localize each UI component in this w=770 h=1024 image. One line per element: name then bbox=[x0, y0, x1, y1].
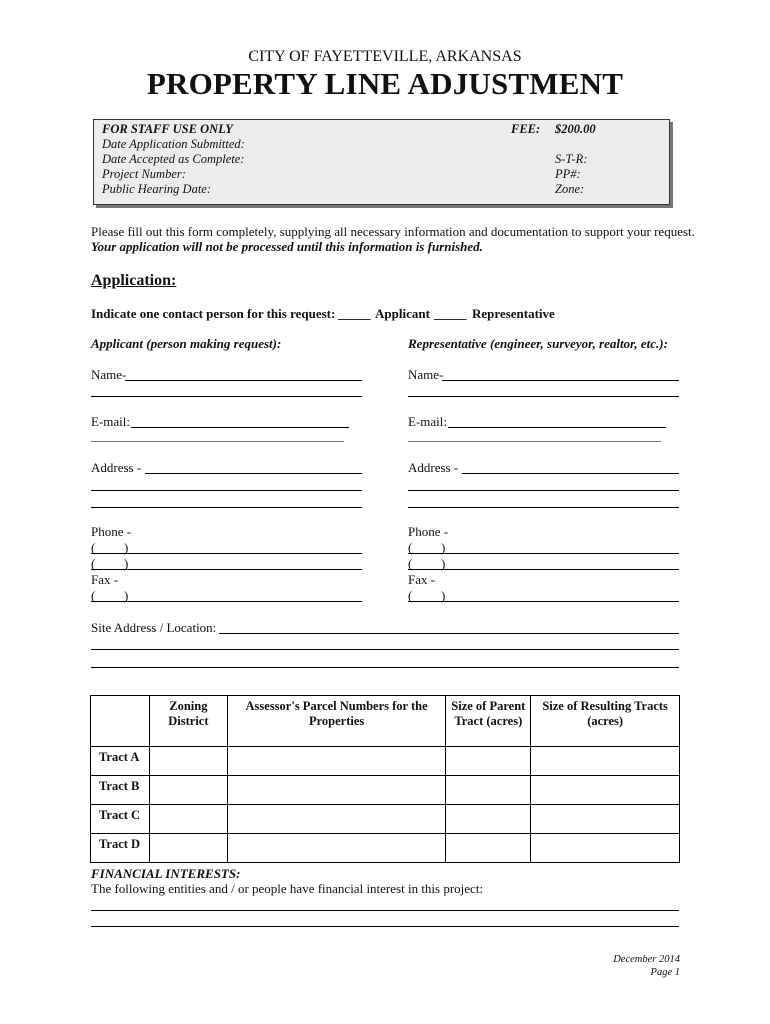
applicant-fax-label: Fax - bbox=[91, 572, 119, 587]
applicant-email-field[interactable] bbox=[131, 427, 349, 428]
rep-name-field[interactable] bbox=[442, 380, 679, 381]
rep-phone-field[interactable] bbox=[408, 553, 679, 554]
applicant-heading: Applicant (person making request): bbox=[91, 336, 282, 351]
applicant-fax-field[interactable] bbox=[91, 601, 362, 602]
staff-field-zone: Zone: bbox=[555, 182, 585, 196]
staff-use-box bbox=[93, 119, 670, 205]
page-title: PROPERTY LINE ADJUSTMENT bbox=[146, 66, 624, 101]
table-cell[interactable] bbox=[149, 805, 227, 834]
applicant-phone-paren-close: ) bbox=[124, 540, 129, 555]
table-cell[interactable] bbox=[531, 805, 680, 834]
tract-table bbox=[90, 695, 680, 863]
financial-text: The following entities and / or people have financial interest in this project: bbox=[91, 881, 484, 896]
table-header-blank bbox=[91, 696, 150, 747]
applicant-email-label: E-mail: bbox=[91, 414, 130, 429]
applicant-blank[interactable]: _____ bbox=[338, 306, 371, 321]
rep-fax-label: Fax - bbox=[408, 572, 436, 587]
site-address-field-2[interactable] bbox=[91, 649, 679, 650]
applicant-name-field-2[interactable] bbox=[91, 396, 362, 397]
financial-field-2[interactable] bbox=[91, 926, 679, 927]
table-cell[interactable] bbox=[227, 834, 446, 863]
table-cell[interactable] bbox=[227, 805, 446, 834]
representative-option: Representative bbox=[472, 306, 555, 321]
applicant-address-label: Address - bbox=[91, 460, 142, 475]
table-header-parent-size: Size of Parent Tract (acres) bbox=[446, 696, 531, 747]
applicant-name-field[interactable] bbox=[125, 380, 362, 381]
rep-phone2-paren-close: ) bbox=[441, 556, 446, 571]
rep-address-label: Address - bbox=[408, 460, 459, 475]
footer-date: December 2014 bbox=[613, 954, 680, 965]
rep-email-field[interactable] bbox=[448, 427, 666, 428]
row-label-tract-c: Tract C bbox=[91, 805, 150, 834]
fee-label: FEE: bbox=[511, 122, 541, 136]
staff-field-hearing-date: Public Hearing Date: bbox=[102, 182, 212, 196]
site-address-label: Site Address / Location: bbox=[91, 620, 217, 635]
table-header-resulting-size: Size of Resulting Tracts (acres) bbox=[531, 696, 680, 747]
table-cell[interactable] bbox=[446, 834, 531, 863]
staff-field-date-accepted: Date Accepted as Complete: bbox=[102, 152, 245, 166]
table-row bbox=[91, 805, 680, 834]
rep-fax-field[interactable] bbox=[408, 601, 679, 602]
site-address-field[interactable] bbox=[219, 633, 679, 634]
table-cell[interactable] bbox=[446, 747, 531, 776]
financial-field[interactable] bbox=[91, 910, 679, 911]
rep-address-field-3[interactable] bbox=[408, 507, 679, 508]
applicant-phone-field-2[interactable] bbox=[91, 569, 362, 570]
table-cell[interactable] bbox=[227, 776, 446, 805]
table-cell[interactable] bbox=[446, 776, 531, 805]
rep-name-field-2[interactable] bbox=[408, 396, 679, 397]
rep-phone2-paren-open: ( bbox=[408, 556, 413, 571]
fee-value: $200.00 bbox=[555, 122, 596, 136]
staff-field-date-submitted: Date Application Submitted: bbox=[102, 137, 245, 151]
rep-phone-field-2[interactable] bbox=[408, 569, 679, 570]
table-cell[interactable] bbox=[531, 747, 680, 776]
rep-address-field-2[interactable] bbox=[408, 490, 679, 491]
table-cell[interactable] bbox=[149, 834, 227, 863]
instruction-warning: Your application will not be processed until this information is furnished. bbox=[91, 239, 483, 254]
table-row bbox=[91, 834, 680, 863]
table-cell[interactable] bbox=[531, 776, 680, 805]
table-row bbox=[91, 776, 680, 805]
table-cell[interactable] bbox=[531, 834, 680, 863]
representative-heading: Representative (engineer, surveyor, realtor, etc.): bbox=[408, 336, 668, 351]
city-name: CITY OF FAYETTEVILLE, ARKANSAS bbox=[248, 48, 522, 65]
row-label-tract-b: Tract B bbox=[91, 776, 150, 805]
table-header-parcel: Assessor's Parcel Numbers for the Properties bbox=[227, 696, 446, 747]
applicant-phone2-paren-close: ) bbox=[124, 556, 129, 571]
rep-phone-paren-close: ) bbox=[441, 540, 446, 555]
table-cell[interactable] bbox=[446, 805, 531, 834]
applicant-phone-label: Phone - bbox=[91, 524, 132, 539]
instruction-text: Please fill out this form completely, supplying all necessary information and documentation to support your request. bbox=[91, 224, 695, 239]
rep-email-field-2[interactable] bbox=[408, 441, 661, 442]
site-address-field-3[interactable] bbox=[91, 667, 679, 668]
rep-fax-paren-open: ( bbox=[408, 588, 413, 603]
rep-phone-label: Phone - bbox=[408, 524, 449, 539]
applicant-fax-paren-close: ) bbox=[124, 588, 129, 603]
applicant-address-field-3[interactable] bbox=[91, 507, 362, 508]
applicant-email-field-2[interactable] bbox=[91, 441, 344, 442]
rep-phone-paren-open: ( bbox=[408, 540, 413, 555]
table-row bbox=[91, 747, 680, 776]
rep-address-field[interactable] bbox=[462, 473, 679, 474]
table-cell[interactable] bbox=[149, 776, 227, 805]
applicant-address-field-2[interactable] bbox=[91, 490, 362, 491]
applicant-option: Applicant bbox=[375, 306, 430, 321]
row-label-tract-d: Tract D bbox=[91, 834, 150, 863]
rep-email-label: E-mail: bbox=[408, 414, 447, 429]
staff-heading: FOR STAFF USE ONLY bbox=[102, 122, 233, 136]
contact-prompt: Indicate one contact person for this request: bbox=[91, 306, 336, 321]
applicant-phone-field[interactable] bbox=[91, 553, 362, 554]
staff-field-project-number: Project Number: bbox=[102, 167, 186, 181]
applicant-address-field[interactable] bbox=[145, 473, 362, 474]
rep-name-label: Name- bbox=[408, 367, 444, 382]
row-label-tract-a: Tract A bbox=[91, 747, 150, 776]
table-header-row bbox=[91, 696, 680, 747]
applicant-fax-paren-open: ( bbox=[91, 588, 96, 603]
table-cell[interactable] bbox=[149, 747, 227, 776]
financial-heading: FINANCIAL INTERESTS: bbox=[91, 866, 241, 881]
rep-fax-paren-close: ) bbox=[441, 588, 446, 603]
staff-field-pp: PP#: bbox=[555, 167, 581, 181]
staff-field-str: S-T-R: bbox=[555, 152, 588, 166]
table-header-zoning: Zoning District bbox=[149, 696, 227, 747]
application-heading: Application: bbox=[91, 272, 177, 289]
representative-blank[interactable]: _____ bbox=[434, 306, 467, 321]
applicant-name-label: Name- bbox=[91, 367, 127, 382]
footer-page: Page 1 bbox=[650, 967, 680, 978]
applicant-phone2-paren-open: ( bbox=[91, 556, 96, 571]
table-cell[interactable] bbox=[227, 747, 446, 776]
applicant-phone-paren-open: ( bbox=[91, 540, 96, 555]
